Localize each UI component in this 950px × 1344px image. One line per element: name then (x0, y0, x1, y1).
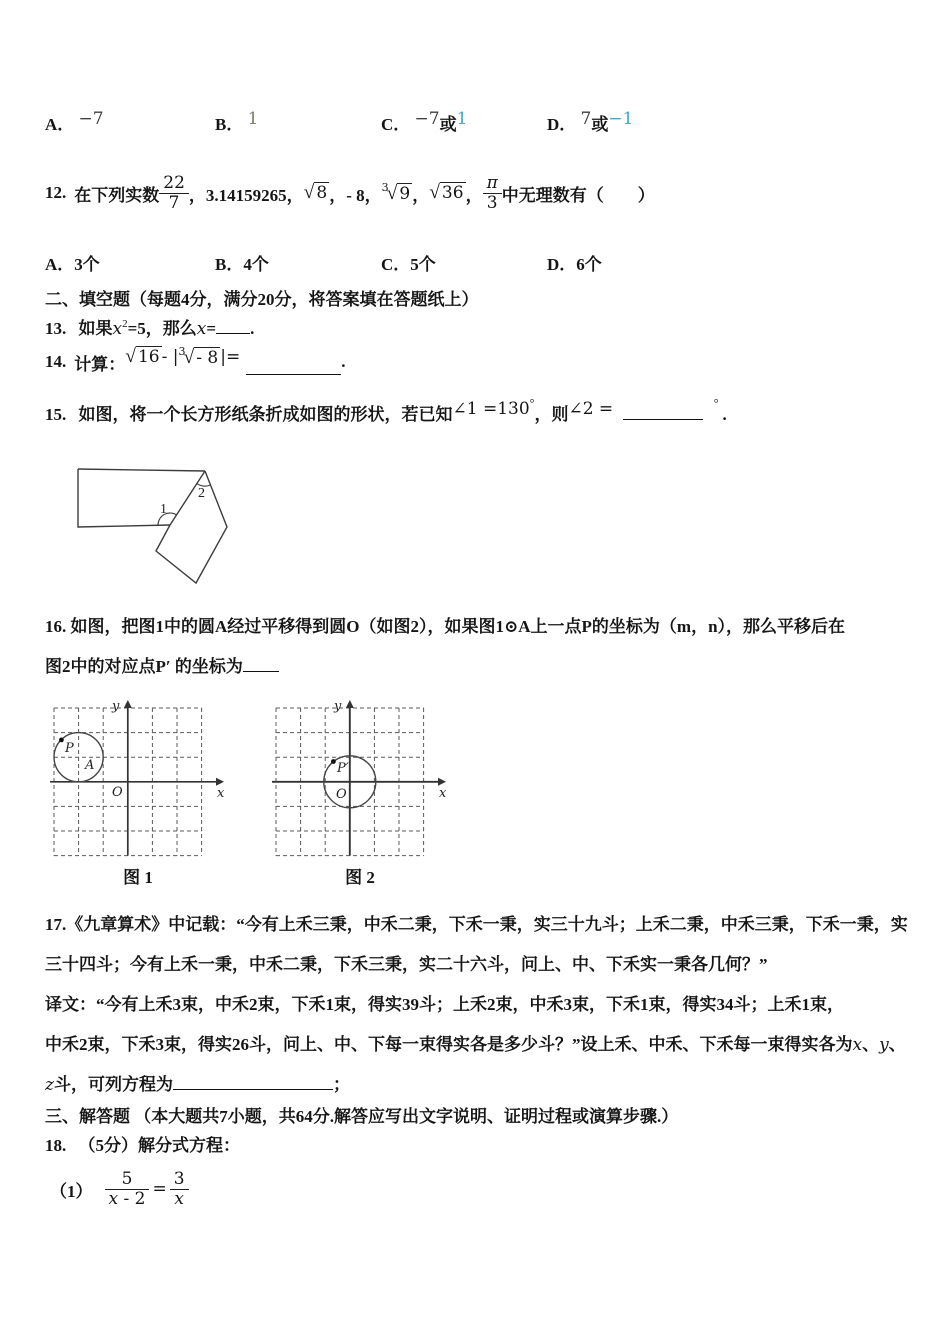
q14-close: |= (220, 347, 241, 367)
sqrt-36-arg: 36 (441, 183, 464, 203)
figure-2-origin-label: O (336, 787, 347, 802)
q17-line4: 中禾2束，下禾3束，得实26斗，问上、中、下每一束得实各是多少斗？”设上禾、中禾、下禾每一束得实各为 (45, 1035, 853, 1054)
section-2-title: 二、填空题（每题4分，满分20分，将答案填在答题纸上） (45, 290, 479, 309)
question-17 (45, 905, 908, 1105)
cbrt-9-sign: √ (386, 183, 398, 204)
option-b-label: B． (215, 115, 244, 134)
q18-title: （5分）解分式方程： (78, 1136, 240, 1155)
q18-number: 18. (45, 1136, 67, 1155)
q15-deg2: ° (713, 396, 719, 411)
cbrt-9 (382, 181, 413, 205)
point-p-dot (59, 738, 64, 743)
figure-1 (48, 698, 228, 888)
section-3-title: 三、解答题 （本大题共7小题，共64分.解答应写出文字说明、证明过程或演算步骤.） (45, 1107, 679, 1126)
q13-t1: 如果 (78, 319, 113, 338)
figure-1-y-label: y (112, 699, 120, 714)
fraction-pi-3-num: π (483, 174, 502, 193)
q18-frac1-num: 5 (105, 1170, 150, 1189)
q12-decimal: 3.14159265， (205, 185, 304, 205)
q18-equation-1 (50, 1163, 189, 1215)
q18-frac1-den-var: x (108, 1188, 119, 1209)
figure-2-x-arrow (438, 778, 446, 786)
q14-period: . (341, 352, 346, 371)
sqrt-8-sign: √ (303, 182, 315, 203)
option-d-or: 或 (591, 115, 609, 134)
q17-semi: ； (332, 1075, 350, 1094)
q15-period: . (722, 405, 727, 424)
q18-frac1-den (105, 1190, 150, 1208)
q18-frac1-den-rest: - 2 (118, 1188, 146, 1209)
q14-mid: - | (161, 347, 179, 367)
figure-1-y-arrow (124, 700, 132, 708)
figure-2-y-label: y (334, 699, 342, 714)
q17-line1: 17.《九章算术》中记载：“今有上禾三秉，中禾二秉，下禾一秉，实三十九斗；上禾二秉，中禾三秉，下禾一秉，实 (45, 915, 908, 934)
q14-blank (246, 359, 341, 375)
q17-var-x: x (852, 1035, 863, 1055)
question-13 (45, 314, 254, 339)
sqrt-36-sign: √ (429, 182, 440, 203)
figure-1-caption: 图 1 (123, 868, 153, 887)
cbrt-neg8 (179, 345, 221, 369)
option-c (381, 110, 467, 135)
point-p-prime-label: P′ (337, 761, 349, 776)
cbrt-neg8-index: 3 (178, 345, 186, 358)
figure-1-origin-label: O (112, 785, 123, 800)
option-b (215, 110, 258, 135)
figure-2-caption: 图 2 (345, 868, 375, 887)
fraction-pi-3-den: 3 (486, 192, 498, 213)
option-c-or: 或 (439, 115, 457, 134)
option-d-value-2: −1 (608, 109, 634, 129)
q17-var-y: y (879, 1035, 889, 1055)
sqrt-36 (429, 182, 465, 204)
figure-1-x-label: x (217, 786, 225, 801)
q17-line5-wrap (45, 1065, 908, 1105)
q13-blank (216, 318, 250, 334)
q18-item-label: （1） (50, 1181, 93, 1201)
fraction-22-7-num: 22 (159, 174, 189, 193)
q13-period: . (250, 319, 255, 338)
q12-option-a: A．3个 (45, 255, 100, 274)
fraction-pi-3 (483, 174, 502, 212)
q18-fraction-2 (170, 1170, 189, 1208)
q13-t2: =5，那么 (127, 319, 197, 338)
point-p-label: P (65, 741, 74, 756)
q15-t2: ，则 (534, 405, 569, 424)
sqrt-16-sign: √ (125, 346, 136, 367)
question-16 (45, 607, 845, 687)
cbrt-9-index: 3 (381, 181, 389, 194)
q17-line3: 译文：“今有上禾3束，中禾2束，下禾1束，得实39斗；上禾2束，中禾3束，下禾1束，得实34斗；上禾1束， (45, 995, 844, 1014)
fraction-22-7-den: 7 (168, 192, 180, 213)
q13-eq: = (206, 319, 217, 338)
cbrt-9-arg: 9 (399, 184, 411, 204)
option-b-value: 1 (247, 109, 259, 129)
q15-blank (623, 404, 703, 420)
figure-2-plot (270, 698, 450, 860)
q18-frac2-num: 3 (170, 1170, 189, 1189)
figure-1-x-arrow (216, 778, 224, 786)
figure-2-axes (272, 707, 438, 856)
q12-tail: 中无理数有（ ） (501, 185, 655, 205)
option-c-value-2: 1 (456, 109, 468, 129)
q12-number: 12. (45, 183, 67, 202)
cbrt-neg8-arg: - 8 (196, 348, 219, 368)
q12-sep4: ， (465, 185, 483, 205)
q14-t1: 计算： (74, 354, 126, 374)
sqrt-8 (304, 182, 330, 204)
question-15 (45, 396, 727, 425)
q15-angle1: ∠1 =130 (452, 399, 530, 419)
option-c-label: C． (381, 115, 411, 134)
figure-1-plot (48, 698, 228, 860)
q15-fold-figure (76, 462, 236, 590)
q13-number: 13. (45, 319, 67, 338)
q17-var-z: z (45, 1075, 54, 1095)
question-14 (45, 340, 345, 384)
q12-lead: 在下列实数 (74, 185, 160, 205)
q12-neg8: - 8， (346, 185, 382, 205)
q12-sep1: ， (188, 185, 206, 205)
q15-t1: 如图，将一个长方形纸条折成如图的形状，若已知 (78, 405, 453, 424)
question-12 (45, 163, 655, 223)
q17-line2: 三十四斗；今有上禾一秉，中禾二秉，下禾三秉，实二十六斗，问上、中、下禾实一秉各几何？” (45, 955, 768, 974)
angle-2-label: 2 (198, 486, 205, 501)
option-d-value-1: 7 (580, 109, 592, 129)
q17-line5: 斗，可列方程为 (53, 1075, 173, 1094)
figure-2 (270, 698, 450, 888)
cbrt-neg8-sign: √ (183, 347, 195, 368)
q13-var1: x (112, 319, 123, 339)
q18-equals: = (152, 1179, 167, 1199)
sqrt-8-arg: 8 (316, 183, 328, 203)
q12-option-c: C．5个 (381, 255, 436, 274)
q12-option-d: D．6个 (547, 255, 602, 274)
q15-angle2: ∠2 = (568, 399, 614, 419)
q12-sep3: ， (412, 185, 430, 205)
figure-2-x-label: x (439, 786, 447, 801)
q16-line1: 16. 如图，把图1中的圆A经过平移得到圆O（如图2），如果图1⊙A上一点P的坐标为（m，n），那么平移后在 (45, 617, 846, 636)
sqrt-16 (125, 346, 161, 368)
q17-blank (173, 1074, 333, 1090)
q17-line4-wrap (45, 1025, 908, 1065)
q12-options-row (45, 250, 925, 274)
option-d (547, 110, 633, 135)
point-p-prime-dot (331, 759, 336, 764)
fraction-22-7 (159, 174, 189, 212)
option-d-label: D． (547, 115, 577, 134)
q18-fraction-1 (105, 1170, 150, 1208)
question-18 (45, 1131, 240, 1156)
q11-options-row (45, 110, 925, 136)
option-a (45, 110, 104, 135)
option-a-label: A． (45, 115, 75, 134)
circle-a-label: A (85, 758, 95, 773)
q15-deg1: ° (529, 396, 535, 411)
figure-2-y-arrow (346, 700, 354, 708)
sqrt-16-arg: 16 (137, 347, 160, 367)
q15-number: 15. (45, 405, 67, 424)
q16-line2-wrap (45, 647, 845, 687)
q12-sep2: ， (329, 185, 347, 205)
angle-1-label: 1 (160, 502, 167, 517)
option-c-value-1: −7 (414, 109, 440, 129)
q13-sup: 2 (122, 318, 128, 330)
q17-pause1: 、 (862, 1035, 880, 1054)
q16-blank (243, 656, 279, 672)
q13-var2: x (196, 319, 207, 339)
q16-line2: 图2中的对应点P′ 的坐标为 (45, 657, 243, 676)
q14-number: 14. (45, 352, 67, 371)
q18-frac2-den: x (174, 1188, 184, 1209)
q12-option-b: B．4个 (215, 255, 269, 274)
option-a-value: −7 (78, 109, 104, 129)
q17-pause2: 、 (888, 1035, 906, 1054)
